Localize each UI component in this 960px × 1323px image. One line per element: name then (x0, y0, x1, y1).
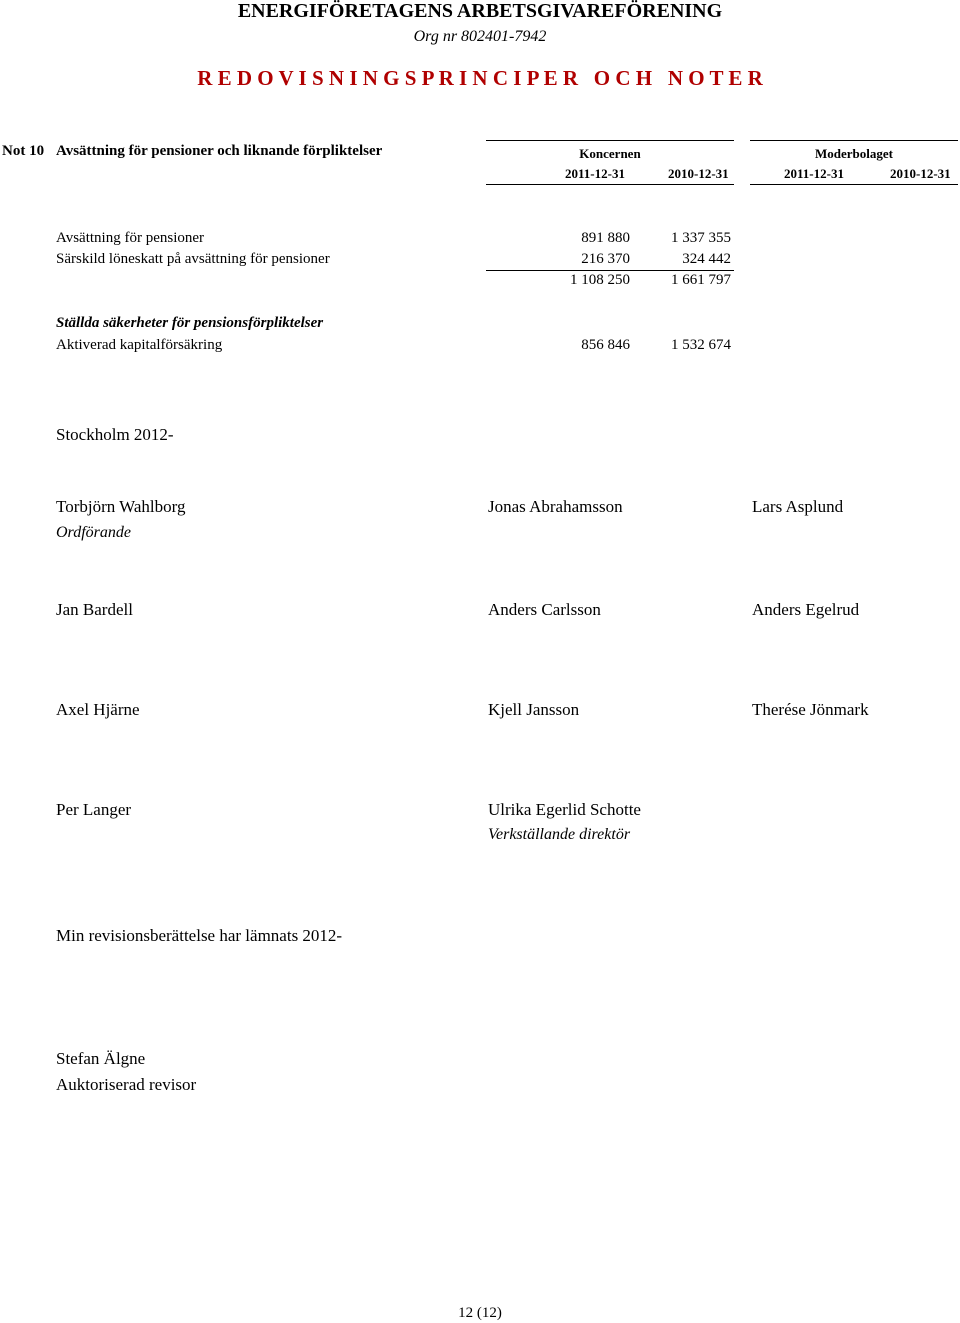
signatory-name: Axel Hjärne (56, 700, 140, 719)
parent-header-rule (750, 140, 958, 141)
collateral-heading: Ställda säkerheter för pensionsförpliktelser (56, 315, 324, 331)
org-number: Org nr 802401-7942 (413, 28, 547, 45)
group-date-2010: 2010-12-31 (668, 166, 729, 181)
row-label: Särskild löneskatt på avsättning för pensioner (56, 251, 330, 267)
group-header: Koncernen (579, 146, 641, 161)
auditor-name: Stefan Älgne (56, 1049, 146, 1068)
signatory-name: Anders Carlsson (488, 600, 601, 619)
parent-date-2011: 2011-12-31 (784, 166, 844, 181)
org-name: ENERGIFÖRETAGENS ARBETSGIVAREFÖRENING (237, 0, 723, 22)
note-number: Not 10 (2, 143, 45, 159)
note-title: Avsättning för pensioner och liknande förpliktelser (56, 143, 383, 159)
row-label: Aktiverad kapitalförsäkring (56, 337, 223, 353)
signatory-name: Torbjörn Wahlborg (56, 497, 186, 516)
total-value-2010: 1 661 797 (671, 272, 731, 288)
row-value-2011: 216 370 (581, 251, 630, 267)
group-header-rule (486, 140, 734, 141)
row-value-2010: 1 532 674 (671, 337, 731, 353)
row-value-2010: 1 337 355 (671, 230, 731, 246)
auditor-statement: Min revisionsberättelse har lämnats 2012- (56, 926, 343, 945)
signatory-name: Per Langer (56, 800, 132, 819)
place-date: Stockholm 2012- (56, 425, 174, 444)
group-date-2011: 2011-12-31 (565, 166, 625, 181)
signatory-name: Jonas Abrahamsson (488, 497, 623, 516)
row-value-2010: 324 442 (682, 251, 731, 267)
parent-dates-rule (750, 184, 958, 185)
auditor-title: Auktoriserad revisor (56, 1075, 197, 1094)
row-value-2011: 856 846 (581, 337, 630, 353)
page-number: 12 (12) (458, 1305, 502, 1321)
signatory-name: Lars Asplund (752, 497, 844, 516)
row-label: Avsättning för pensioner (56, 230, 205, 246)
signatory-role: Ordförande (56, 524, 131, 541)
total-value-2011: 1 108 250 (570, 272, 630, 288)
section-title: R E D O V I S N I N G S P R I N C I P E R O C H N O T E R (197, 66, 763, 90)
signatory-name: Jan Bardell (56, 600, 133, 619)
signatory-name: Therése Jönmark (752, 700, 869, 719)
group-dates-rule (486, 184, 734, 185)
signatory-role: Verkställande direktör (488, 826, 631, 843)
signatory-name: Kjell Jansson (488, 700, 580, 719)
signatory-name: Ulrika Egerlid Schotte (488, 800, 641, 819)
row-value-2011: 891 880 (581, 230, 630, 246)
subtotal-rule (486, 270, 734, 271)
signatory-name: Anders Egelrud (752, 600, 860, 619)
parent-header: Moderbolaget (815, 146, 893, 161)
parent-date-2010: 2010-12-31 (890, 166, 951, 181)
